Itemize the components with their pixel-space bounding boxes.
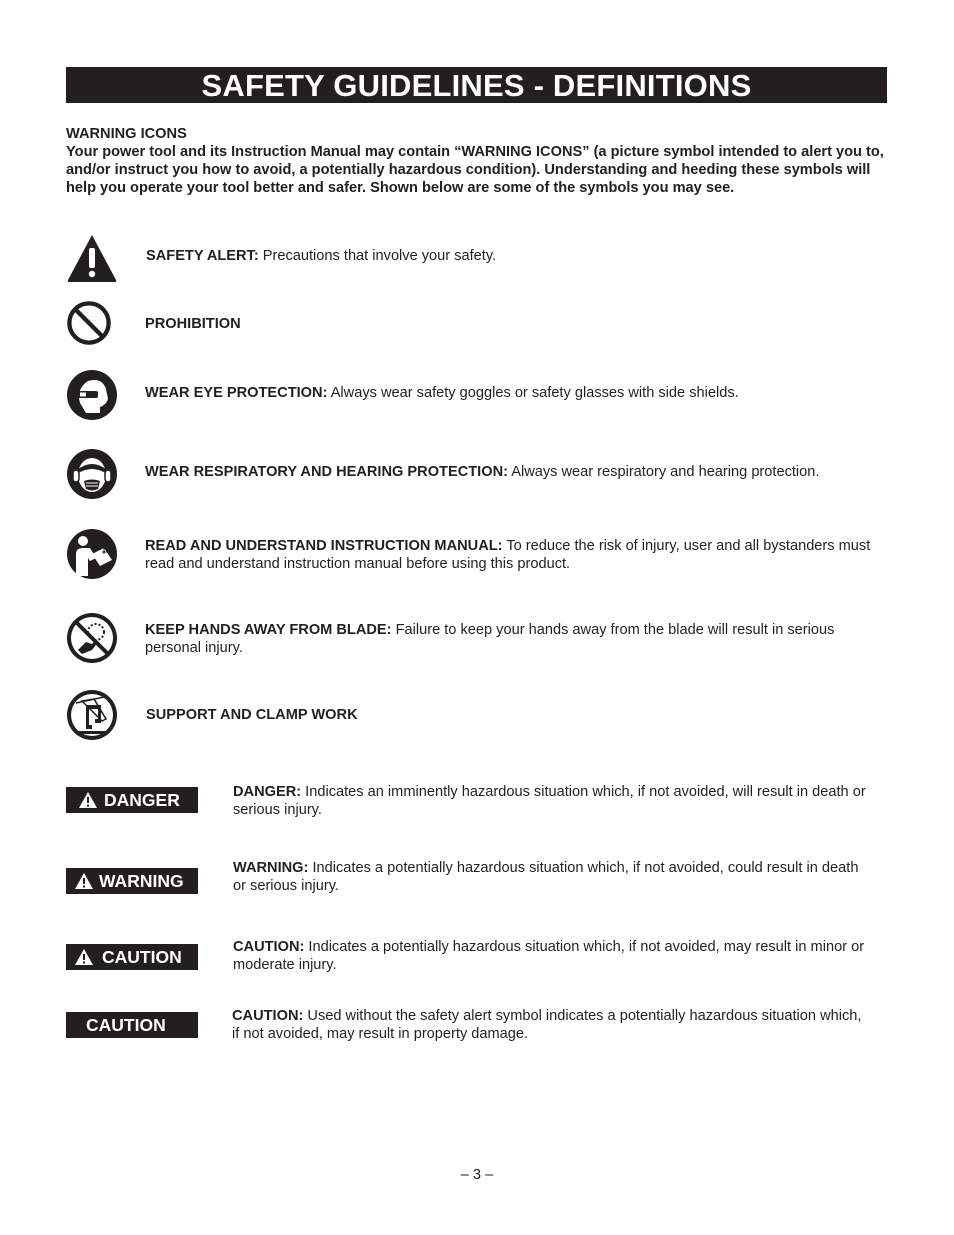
caution-alert-definition (233, 939, 898, 974)
intro-body: Your power tool and its Instruction Manual may contain “WARNING ICONS” (a picture symbol intended to alert you to, and/or instruct you how to avoid, a potentially hazardous condition). Understanding and heeding these symbols will help you operate your tool better and safer. Shown below are some of the symbols you may see. (66, 144, 884, 196)
respiratory-hearing-definition (145, 464, 890, 482)
safety-alert-definition (146, 248, 886, 266)
read-manual-text: To reduce the risk of injury, user and all bystanders must read and understand instruction manual before using this product. (145, 538, 871, 572)
caution-definition (232, 1008, 872, 1043)
respiratory-hearing-term: WEAR RESPIRATORY AND HEARING PROTECTION: (145, 464, 508, 480)
hands-away-definition (145, 622, 890, 657)
support-clamp-work-icon (66, 689, 118, 741)
eye-protection-icon (66, 369, 118, 421)
caution-alert-label (66, 944, 198, 970)
intro-section (66, 125, 892, 197)
respiratory-hearing-protection-icon (66, 448, 118, 500)
page-number: – 3 – (460, 1167, 494, 1183)
eye-protection-term: WEAR EYE PROTECTION: (145, 385, 328, 401)
eye-protection-text: Always wear safety goggles or safety glasses with side shields. (330, 385, 739, 401)
hands-away-term: KEEP HANDS AWAY FROM BLADE: (145, 622, 392, 638)
eye-protection-definition (145, 385, 890, 403)
hands-away-from-blade-icon (66, 612, 118, 664)
read-manual-icon (66, 528, 118, 580)
danger-text: Indicates an imminently hazardous situation which, if not avoided, will result in death or serious injury. (233, 784, 866, 818)
read-manual-definition (145, 538, 890, 573)
warning-label-text: WARNING (99, 871, 184, 891)
safety-alert-icon (74, 872, 94, 890)
warning-text: Indicates a potentially hazardous situation which, if not avoided, could result in death or serious injury. (233, 860, 859, 894)
support-clamp-term: SUPPORT AND CLAMP WORK (146, 707, 358, 723)
warning-definition (233, 860, 873, 895)
prohibition-term: PROHIBITION (145, 316, 241, 332)
caution-alert-term: CAUTION: (233, 939, 305, 955)
caution-label-text: CAUTION (86, 1015, 166, 1035)
prohibition-icon (66, 299, 112, 347)
safety-alert-text: Precautions that involve your safety. (262, 248, 497, 264)
caution-text: Used without the safety alert symbol indicates a potentially hazardous situation which, if not avoided, may result in property damage. (232, 1008, 862, 1042)
safety-alert-icon (74, 948, 94, 966)
support-clamp-definition (146, 707, 886, 725)
danger-label-text: DANGER (104, 790, 180, 810)
read-manual-term: READ AND UNDERSTAND INSTRUCTION MANUAL: (145, 538, 503, 554)
danger-definition (233, 784, 873, 819)
caution-label (66, 1012, 198, 1038)
hands-away-text: Failure to keep your hands away from the blade will result in serious personal injury. (145, 622, 835, 656)
warning-term: WARNING: (233, 860, 309, 876)
safety-alert-term: SAFETY ALERT: (146, 248, 259, 264)
danger-term: DANGER: (233, 784, 302, 800)
respiratory-hearing-text: Always wear respiratory and hearing protection. (511, 464, 820, 480)
intro-heading: WARNING ICONS (66, 126, 187, 142)
page-title: SAFETY GUIDELINES - DEFINITIONS (66, 67, 887, 103)
danger-label (66, 787, 198, 813)
caution-term: CAUTION: (232, 1008, 304, 1024)
caution-alert-label-text: CAUTION (102, 947, 182, 967)
safety-alert-icon (78, 791, 98, 809)
warning-label (66, 868, 198, 894)
prohibition-definition (145, 316, 885, 334)
safety-alert-icon (66, 233, 118, 285)
caution-alert-text: Indicates a potentially hazardous situation which, if not avoided, may result in minor or moderate injury. (233, 939, 865, 973)
